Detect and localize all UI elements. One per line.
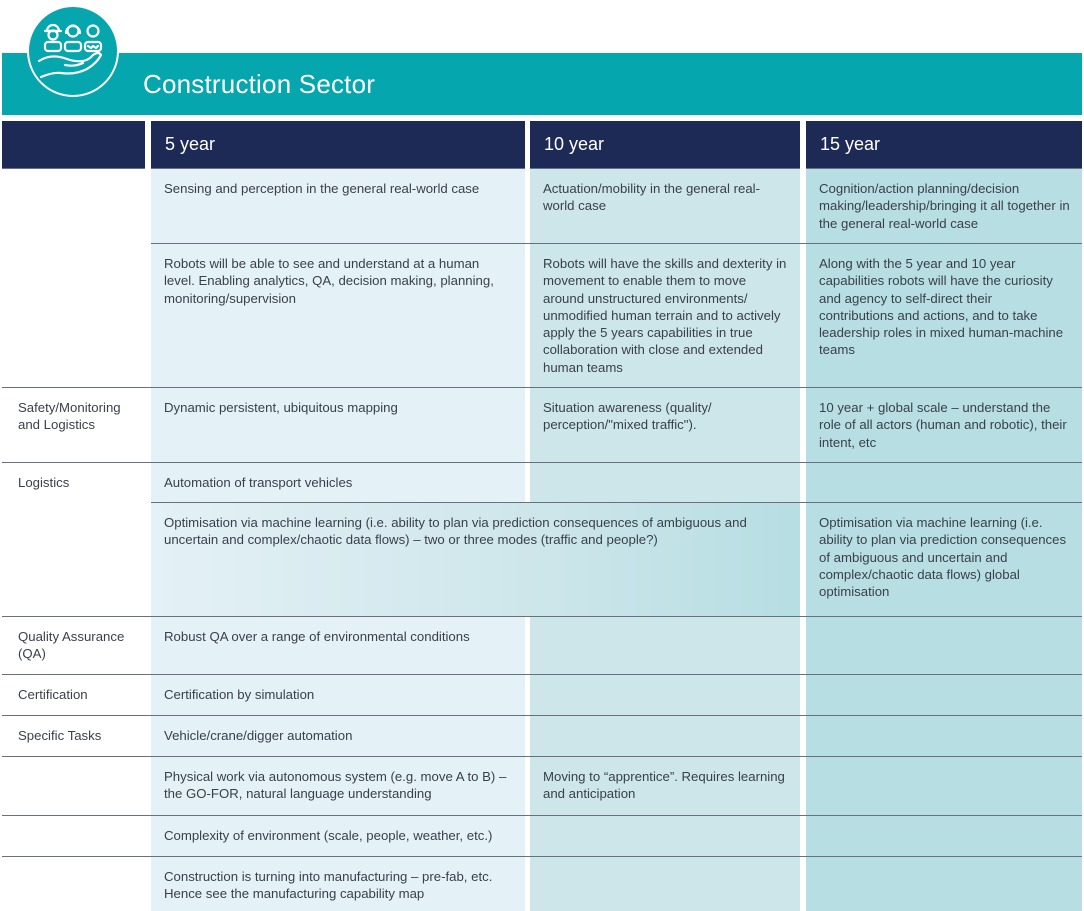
cell-5-10-year-merged: Optimisation via machine learning (i.e. ability to plan via prediction consequences of ambiguous and uncertain and complex/chaotic data flows) – two or three modes (traffic and people?) (151, 503, 800, 617)
cell-10-year (530, 463, 800, 503)
row-category-cell (2, 244, 145, 388)
page-title: Construction Sector (143, 69, 376, 99)
row-category-cell (2, 169, 145, 244)
row-category-cell: Specific Tasks (2, 716, 145, 757)
cell-5-year: Vehicle/crane/digger automation (151, 716, 525, 757)
cell-15-year (806, 757, 1082, 816)
cell-10-year (530, 816, 800, 857)
cell-5-year: Physical work via autonomous system (e.g. move A to B) – the GO-FOR, natural language understanding (151, 757, 525, 816)
cell-15-year (806, 857, 1082, 911)
cell-5-year: Construction is turning into manufacturing – pre-fab, etc. Hence see the manufacturing capability map (151, 857, 525, 911)
cell-10-year: Robots will have the skills and dexterity in movement to enable them to move around unstructured environments/ unmodified human terrain and to actively apply the 5 years capabilities in true collaboration with close and extended human teams (530, 244, 800, 388)
cell-15-year: Cognition/action planning/decision making/leadership/bringing it all together in the general real-world case (806, 169, 1082, 244)
cell-15-year (806, 716, 1082, 757)
cell-10-year (530, 675, 800, 716)
header-cell-category (2, 121, 145, 169)
row-category-cell (2, 503, 145, 617)
cell-15-year: Along with the 5 year and 10 year capabilities robots will have the curiosity and agency to self-direct their contributions and actions, and to take leadership roles in mixed human-machine teams (806, 244, 1082, 388)
cell-10-year: Moving to “apprentice”. Requires learning and anticipation (530, 757, 800, 816)
cell-5-year: Dynamic persistent, ubiquitous mapping (151, 388, 525, 463)
cell-5-year: Robust QA over a range of environmental conditions (151, 617, 525, 675)
row-category-cell: Logistics (2, 463, 145, 503)
cell-10-year: Situation awareness (quality/ perception/"mixed traffic"). (530, 388, 800, 463)
cell-5-year: Complexity of environment (scale, people, weather, etc.) (151, 816, 525, 857)
people-in-hand-icon (27, 5, 119, 97)
header-cell-10-year: 10 year (530, 121, 800, 169)
cell-15-year: 10 year + global scale – understand the role of all actors (human and robotic), their intent, etc (806, 388, 1082, 463)
cell-5-year: Robots will be able to see and understand at a human level. Enabling analytics, QA, decision making, planning, monitoring/supervision (151, 244, 525, 388)
cell-10-year (530, 617, 800, 675)
cell-10-year: Actuation/mobility in the general real-world case (530, 169, 800, 244)
row-category-cell: Certification (2, 675, 145, 716)
cell-15-year (806, 463, 1082, 503)
header-cell-15-year: 15 year (806, 121, 1082, 169)
header-cell-5-year: 5 year (151, 121, 525, 169)
cell-5-year: Sensing and perception in the general real-world case (151, 169, 525, 244)
row-category-cell: Quality Assurance (QA) (2, 617, 145, 675)
row-category-cell (2, 757, 145, 816)
cell-10-year (530, 716, 800, 757)
cell-5-year: Automation of transport vehicles (151, 463, 525, 503)
cell-15-year (806, 816, 1082, 857)
cell-10-year (530, 857, 800, 911)
row-category-cell (2, 857, 145, 911)
row-category-cell (2, 816, 145, 857)
row-category-cell: Safety/Monitoring and Logistics (2, 388, 145, 463)
cell-15-year (806, 617, 1082, 675)
cell-15-year: Optimisation via machine learning (i.e. ability to plan via prediction consequences of ambiguous and uncertain and complex/chaotic data flows) global optimisation (806, 503, 1082, 617)
cell-15-year (806, 675, 1082, 716)
cell-5-year: Certification by simulation (151, 675, 525, 716)
